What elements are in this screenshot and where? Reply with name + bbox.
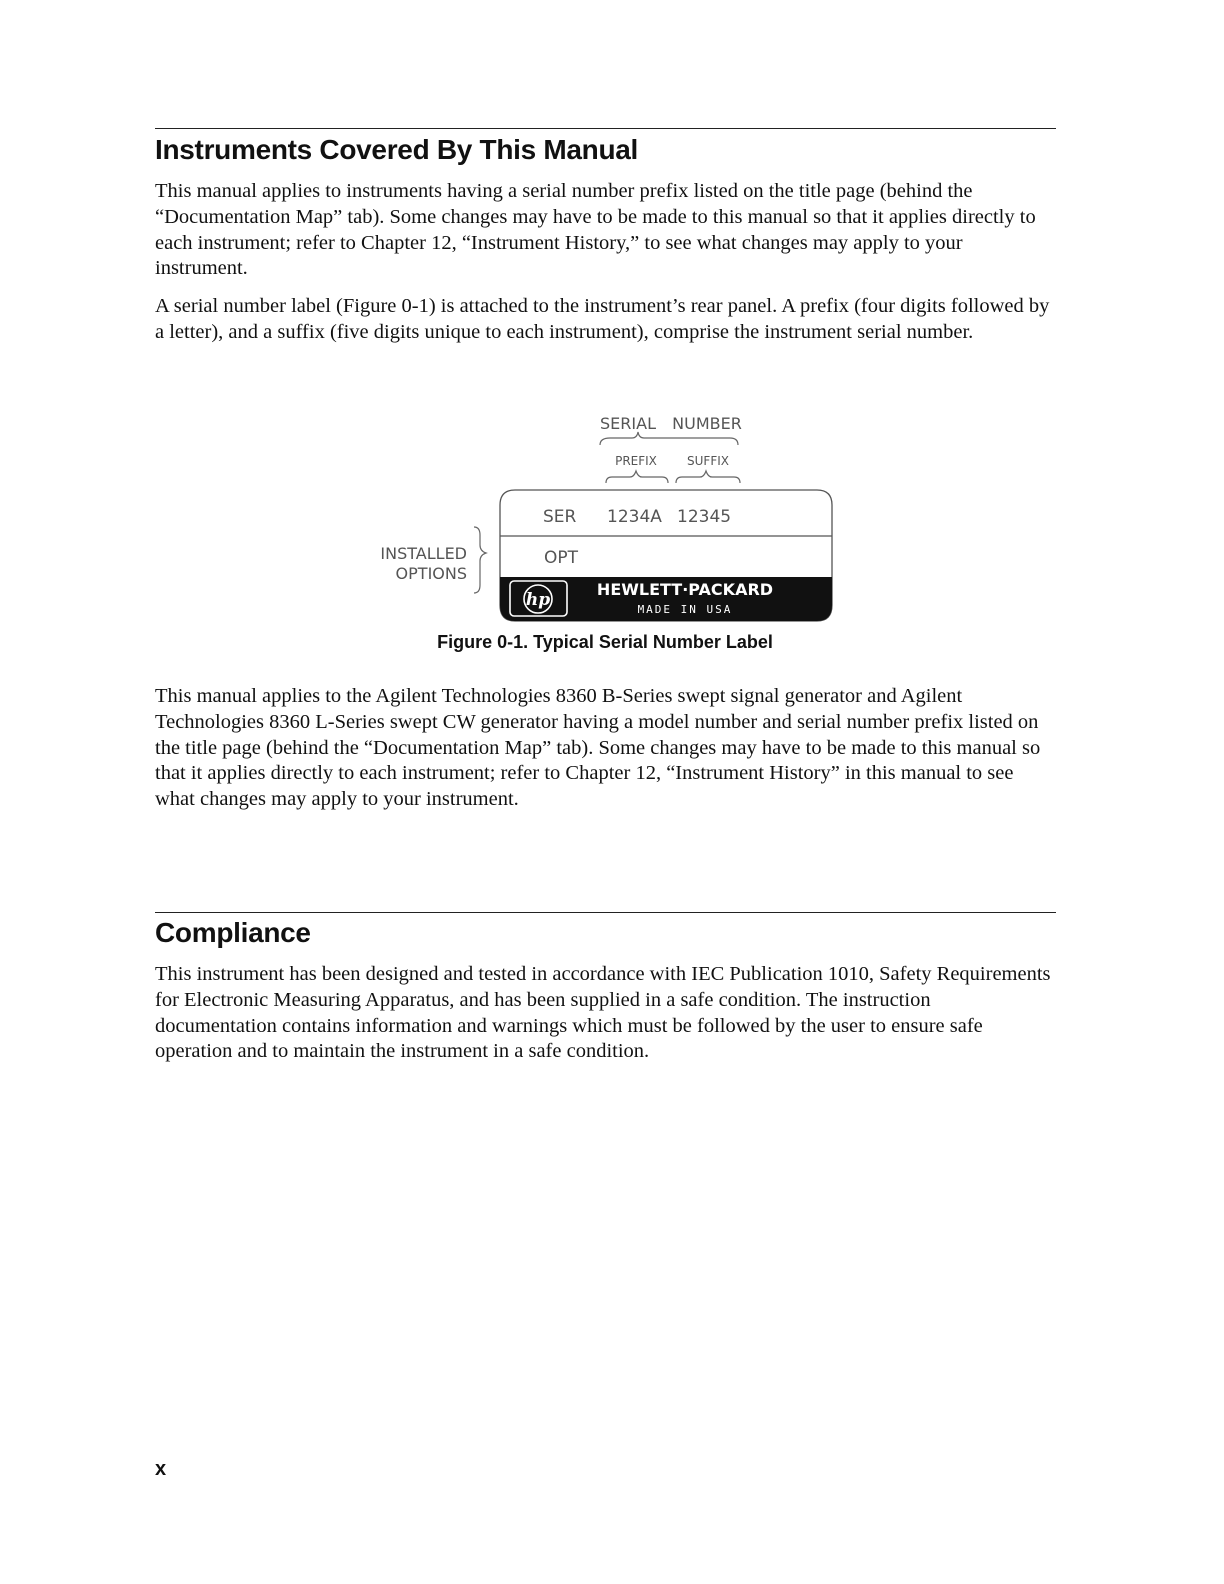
brand-name: HEWLETT·PACKARD — [596, 580, 774, 599]
serial-word: SERIAL — [600, 414, 656, 433]
section-rule-top — [155, 128, 1056, 129]
serial-number-brace — [600, 432, 738, 445]
prefix-label: PREFIX — [615, 454, 657, 468]
paragraph-compliance: This instrument has been designed and tested in accordance with IEC Publication 1010, Safety Requirements for Electronic Measuring Apparatus, and has been supplied in a safe condition. The instruction documentation contains information and warnings which must be followed by the user to ensure safe operation and to maintain the instrument in a safe condition. — [155, 963, 1051, 1063]
paragraph-model-applies: This manual applies to the Agilent Technologies 8360 B-Series swept signal generator and Agilent Technologies 8360 L-Series swept CW generator having a model number and serial number prefix listed on the title page (behind the “Documentation Map” tab). Some changes may have to be made to this manual so that it applies directly to each instrument; refer to Chapter 12, “Instrument History” in this manual to see what changes may apply to your instrument. — [155, 685, 1041, 811]
installed-word: INSTALLED — [380, 544, 467, 563]
page-number: x — [155, 1458, 167, 1480]
paragraph-serial-label: A serial number label (Figure 0-1) is attached to the instrument’s rear panel. A prefix (four digits followed by a letter), and a suffix (five digits unique to each instrument), comprise the instrument serial number. — [155, 295, 1050, 343]
section-heading-instruments: Instruments Covered By This Manual — [155, 134, 639, 165]
made-in-usa: MADE IN USA — [637, 603, 733, 616]
number-word: NUMBER — [672, 414, 742, 433]
suffix-value: 12345 — [677, 507, 732, 527]
hp-logo-text: hp — [525, 590, 551, 610]
installed-options-brace — [474, 527, 486, 593]
suffix-label: SUFFIX — [687, 454, 729, 468]
section-rule-compliance — [155, 912, 1056, 913]
section-heading-compliance: Compliance — [155, 917, 311, 948]
suffix-brace — [676, 471, 740, 483]
prefix-value: 1234A — [607, 507, 662, 527]
serial-number-label-figure — [370, 405, 850, 627]
paragraph-applies: This manual applies to instruments having a serial number prefix listed on the title page (behind the “Documentation Map” tab). Some changes may have to be made to this manual so that it applies directly to each instrument; refer to Chapter 12, “Instrument History,” to see what changes may apply to your instrument. — [155, 180, 1036, 280]
options-word: OPTIONS — [395, 564, 467, 583]
ser-label: SER — [543, 507, 577, 527]
prefix-brace — [606, 471, 668, 483]
opt-label: OPT — [544, 548, 579, 568]
figure-caption: Figure 0-1. Typical Serial Number Label — [437, 632, 773, 652]
